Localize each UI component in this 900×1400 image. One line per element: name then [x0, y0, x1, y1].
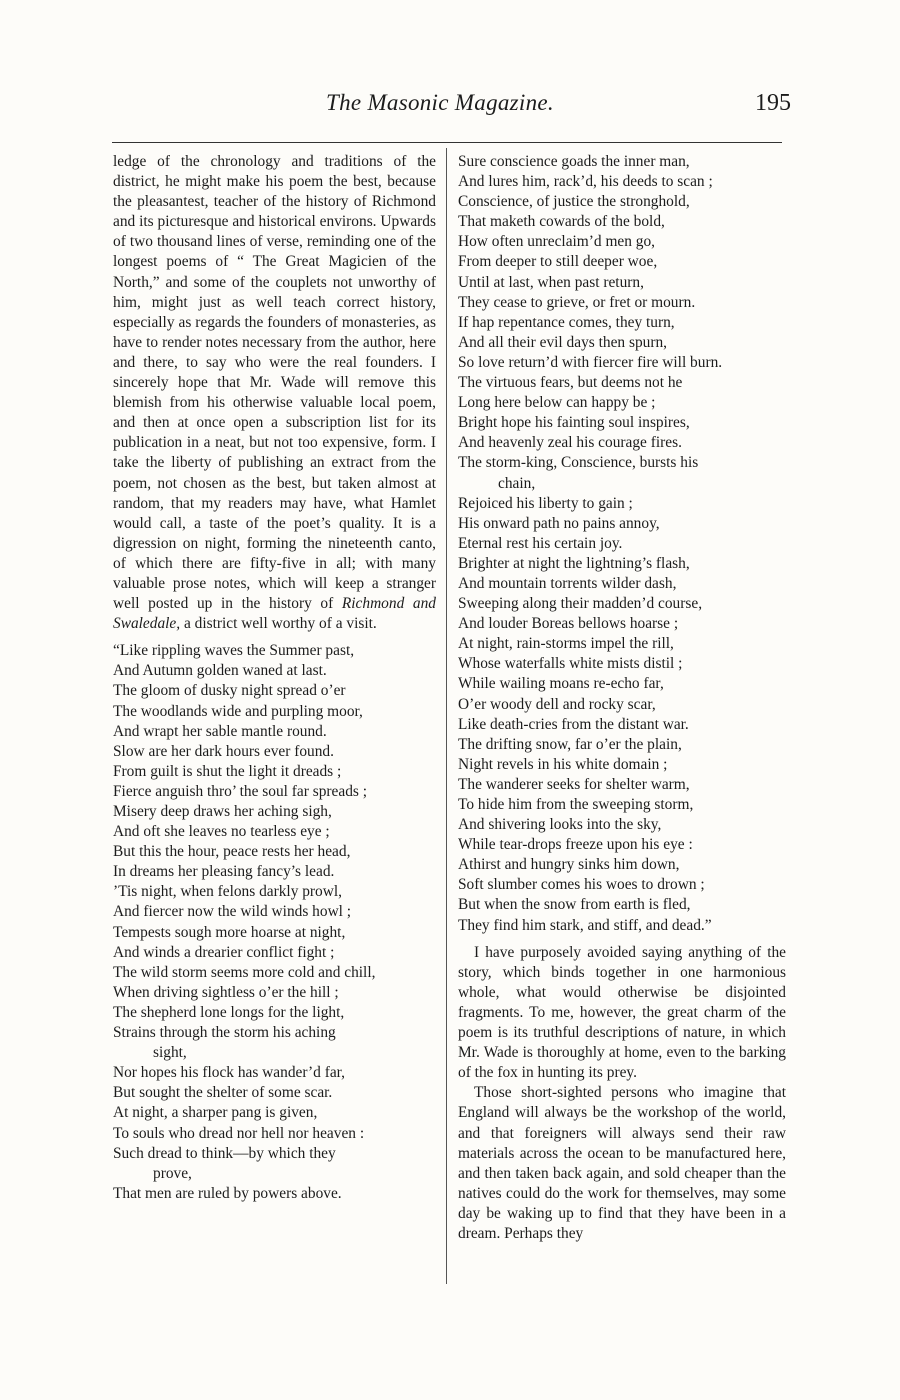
- poem-line: O’er woody dell and rocky scar,: [458, 695, 656, 713]
- poem-line: The gloom of dusky night spread o’er: [113, 682, 346, 700]
- poem-line: Conscience, of justice the stronghold,: [458, 193, 690, 211]
- right-column: [458, 152, 786, 1244]
- poem-line: Until at last, when past return,: [458, 273, 644, 291]
- poem-line: They find him stark, and stiff, and dead.”: [458, 916, 712, 934]
- header-rule: [112, 142, 782, 143]
- poem-line: Brighter at night the lightning’s flash,: [458, 554, 690, 572]
- poem-line: And all their evil days then spurn,: [458, 333, 668, 351]
- poem-line: How often unreclaim’d men go,: [458, 233, 656, 251]
- poem-line: But when the snow from earth is fled,: [458, 896, 691, 914]
- intro-end: a district well worthy of a visit.: [183, 615, 377, 633]
- poem-line: To hide him from the sweeping storm,: [458, 796, 694, 813]
- poem-line: But this the hour, peace rests her head,: [113, 843, 351, 861]
- poem-line: Long here below can happy be ;: [458, 394, 656, 412]
- intro-paragraph: [113, 152, 436, 634]
- poem-line: And fiercer now the wild winds howl ;: [113, 903, 352, 921]
- poem-line: The virtuous fears, but deems not he: [458, 374, 683, 392]
- poem-line: The storm-king, Conscience, bursts his: [458, 454, 699, 472]
- poem-line: ’Tis night, when felons darkly prowl,: [113, 883, 342, 901]
- poem-line: But sought the shelter of some scar.: [113, 1084, 333, 1102]
- poem-line: And shivering looks into the sky,: [458, 816, 662, 834]
- commentary-paragraph-1: I have purposely avoided saying anything of the story, which binds together in one harmonious whole, what would otherwise be disjointed fragments. To me, however, the great charm of the poem is its truthful descriptions of nature, in which Mr. Wade is thoroughly at home, even to the barking of the fox in hunting its prey.: [458, 943, 786, 1082]
- poem-left: [113, 641, 436, 1204]
- poem-line: In dreams her pleasing fancy’s lead.: [113, 863, 335, 881]
- poem-line: Like death-cries from the distant war.: [458, 715, 689, 733]
- poem-line: At night, rain-storms impel the rill,: [458, 635, 674, 653]
- left-column: [113, 152, 436, 1204]
- poem-line: To souls who dread nor hell nor heaven :: [113, 1124, 365, 1142]
- poem-line: The wild storm seems more cold and chill,: [113, 963, 376, 981]
- page-number: 195: [755, 90, 791, 116]
- poem-line: Night revels in his white domain ;: [458, 755, 668, 773]
- column-divider: [446, 148, 447, 1284]
- commentary-paragraph-2: Those short-sighted persons who imagine that England will always be the workshop of the world, and that foreigners will always send their raw materials across the ocean to be manufactured here, and then taken back again, and sold cheaper than the natives could do the work for themselves, may some day be waking up to find that they have been in a dream. Perhaps they: [458, 1084, 786, 1242]
- poem-line: If hap repentance comes, they turn,: [458, 313, 675, 331]
- poem-line: Fierce anguish thro’ the soul far spreads ;: [113, 782, 368, 800]
- poem-line: While tear-drops freeze upon his eye :: [458, 836, 693, 854]
- poem-line: And Autumn golden waned at last.: [113, 662, 327, 680]
- poem-line: That men are ruled by powers above.: [113, 1184, 342, 1202]
- poem-line: From guilt is shut the light it dreads ;: [113, 762, 342, 780]
- poem-line: Slow are her dark hours ever found.: [113, 742, 334, 760]
- poem-right: [458, 152, 786, 936]
- poem-line: And oft she leaves no tearless eye ;: [113, 823, 330, 841]
- poem-line: His onward path no pains annoy,: [458, 514, 660, 532]
- poem-line: Strains through the storm his aching: [113, 1024, 336, 1042]
- poem-line-continuation: sight,: [153, 1044, 187, 1062]
- poem-line: Tempests sough more hoarse at night,: [113, 923, 346, 941]
- poem-line: So love return’d with fiercer fire will burn.: [458, 353, 723, 371]
- poem-line: Bright hope his fainting soul inspires,: [458, 414, 690, 432]
- poem-line: The woodlands wide and purpling moor,: [113, 702, 363, 720]
- poem-line: At night, a sharper pang is given,: [113, 1104, 318, 1122]
- poem-line: While wailing moans re-echo far,: [458, 675, 664, 693]
- poem-line-continuation: chain,: [498, 474, 536, 492]
- magazine-title: The Masonic Magazine.: [326, 90, 554, 115]
- poem-line: That maketh cowards of the bold,: [458, 213, 665, 231]
- poem-line: And heavenly zeal his courage fires.: [458, 434, 682, 452]
- poem-line: “Like rippling waves the Summer past,: [113, 642, 355, 660]
- intro-italic: Richmond and Swaledale,: [113, 595, 436, 633]
- intro-text: ledge of the chronology and traditions of the district, he might make his poem the best, because the pleasantest, teacher of the history of Richmond and its picturesque and historical environs. Upwards of two thousand lines of verse, reminding one of the longest poems of “ The Great Magicien of the North,” and some of the couplets not unworthy of him, might just as well teach correct history, especially as regards the founders of monasteries, as have to render notes necessary from the author, here and there, to say who were the real founders. I sincerely hope that Mr. Wade will remove this blemish from his otherwise valuable local poem, and then at once open a subscription list for its publication in a neat, but not too expensive, form. I take the liberty of publishing an extract from the poem, not chosen as the best, but taken almost at random, that my readers may have, what Hamlet would call, a taste of the poet’s quality. It is a digression on night, forming the nineteenth canto, of which there are fifty-five in all; with many valuable prose notes, which will keep a stranger well posted up in the history of: [113, 153, 436, 613]
- poem-line: And lures him, rack’d, his deeds to scan ;: [458, 173, 713, 191]
- poem-line: Nor hopes his flock has wander’d far,: [113, 1064, 346, 1082]
- poem-line: From deeper to still deeper woe,: [458, 253, 658, 271]
- poem-line: Soft slumber comes his woes to drown ;: [458, 876, 705, 894]
- poem-line: Sure conscience goads the inner man,: [458, 153, 690, 170]
- poem-line: And mountain torrents wilder dash,: [458, 574, 677, 592]
- poem-line: When driving sightless o’er the hill ;: [113, 983, 339, 1001]
- poem-line: Sweeping along their madden’d course,: [458, 595, 703, 613]
- poem-line: And wrapt her sable mantle round.: [113, 722, 327, 740]
- poem-line: Such dread to think—by which they: [113, 1144, 336, 1162]
- poem-line-continuation: prove,: [153, 1164, 192, 1182]
- poem-line: Misery deep draws her aching sigh,: [113, 803, 332, 820]
- poem-line: The wanderer seeks for shelter warm,: [458, 775, 690, 793]
- poem-line: Eternal rest his certain joy.: [458, 534, 623, 552]
- poem-line: Athirst and hungry sinks him down,: [458, 856, 680, 874]
- poem-line: They cease to grieve, or fret or mourn.: [458, 293, 696, 311]
- poem-line: The drifting snow, far o’er the plain,: [458, 735, 682, 753]
- poem-line: And louder Boreas bellows hoarse ;: [458, 615, 679, 633]
- poem-line: Whose waterfalls white mists distil ;: [458, 655, 683, 673]
- poem-line: Rejoiced his liberty to gain ;: [458, 494, 633, 512]
- page-header: [0, 88, 900, 128]
- poem-line: The shepherd lone longs for the light,: [113, 1003, 345, 1021]
- poem-line: And winds a drearier conflict fight ;: [113, 943, 335, 961]
